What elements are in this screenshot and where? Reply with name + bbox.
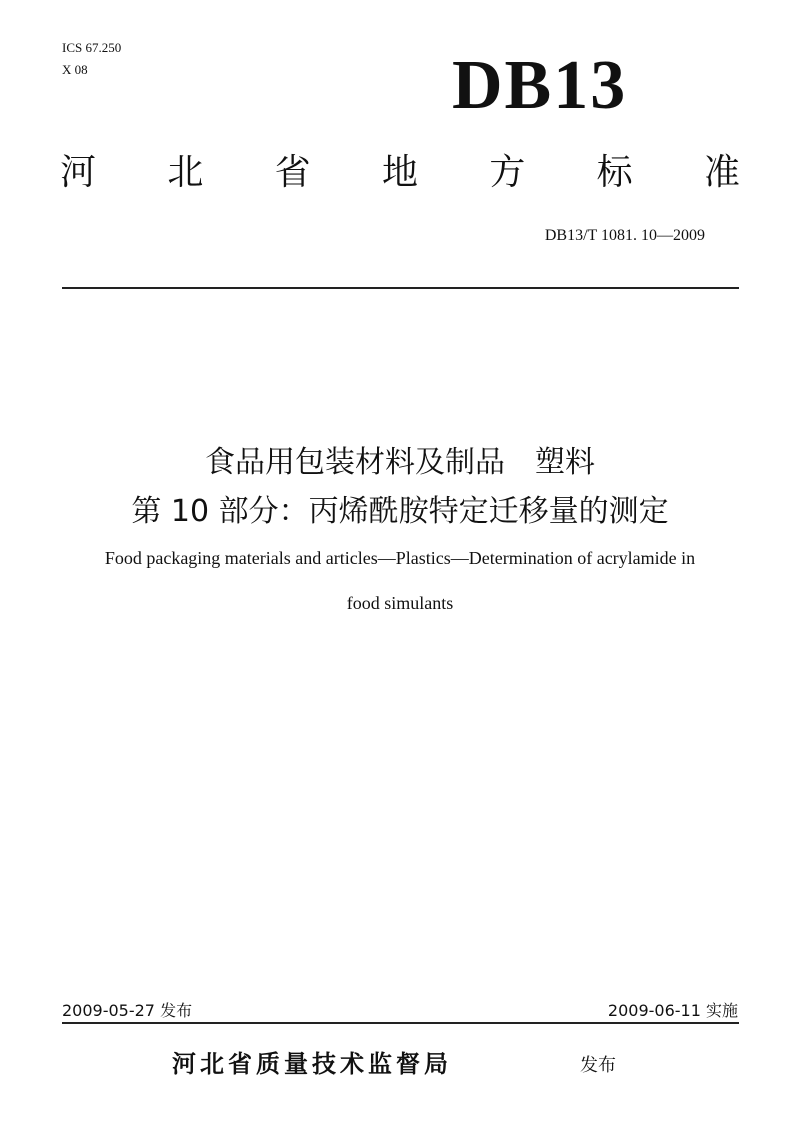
document-title-cn-line2: 第 10 部分：丙烯酰胺特定迁移量的测定 (131, 494, 669, 529)
ics-code: ICS 67.250 (62, 40, 122, 55)
header-divider (62, 287, 739, 289)
standard-type-char: 标 (596, 152, 633, 193)
issuer-action: 发布 (580, 1055, 616, 1076)
standard-type-char: 地 (381, 152, 418, 193)
standard-type-char: 准 (703, 152, 740, 193)
standard-type-title (60, 150, 740, 196)
standard-type-char: 省 (274, 152, 311, 193)
implementation-date: 2009-06-11 实施 (607, 1001, 738, 1020)
issuing-authority: 河北省质量技术监督局 (172, 1050, 452, 1078)
ccs-code: X 08 (62, 62, 88, 77)
issue-date: 2009-05-27 发布 (62, 1001, 193, 1020)
document-title-en-line2: food simulants (346, 593, 454, 613)
footer-divider (62, 1022, 739, 1024)
standard-logo: DB13 (452, 47, 628, 124)
standard-type-char: 方 (489, 152, 526, 193)
document-title-en-line1: Food packaging materials and articles—Plastics—Determination of acrylamide in (104, 548, 696, 568)
document-title-cn-line1: 食品用包装材料及制品 塑料 (205, 445, 595, 480)
standard-type-char: 北 (167, 152, 204, 193)
standard-number: DB13/T 1081. 10—2009 (544, 227, 705, 244)
standard-type-char: 河 (60, 152, 97, 193)
